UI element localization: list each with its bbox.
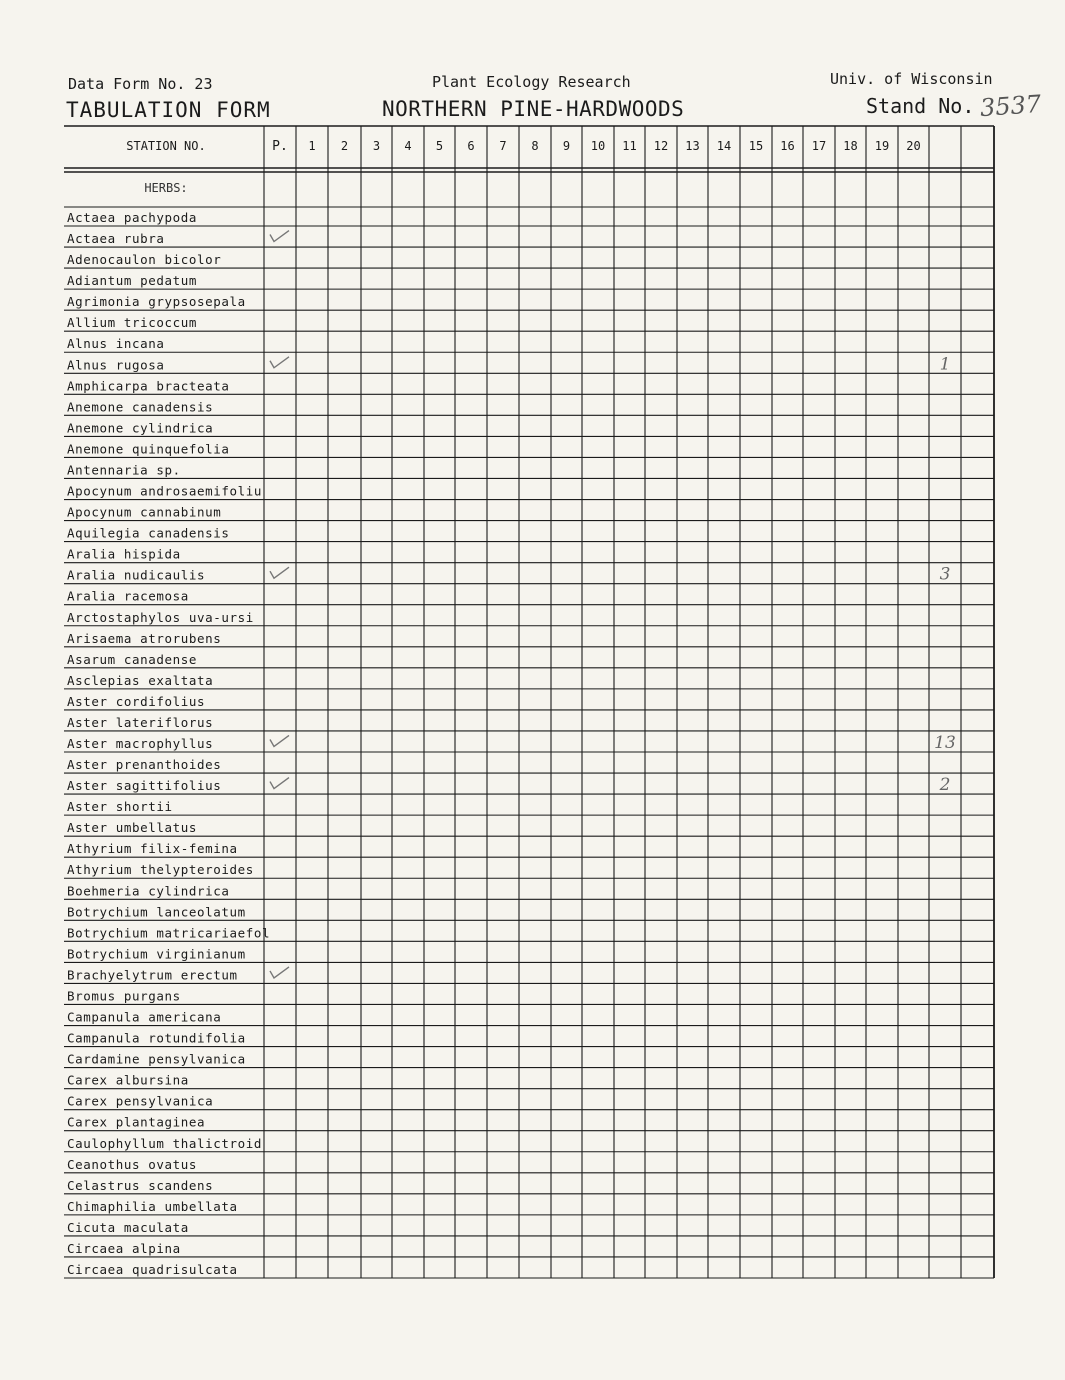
station-column-number: 8 bbox=[531, 139, 539, 153]
species-name: Anemone quinquefolia bbox=[67, 441, 230, 457]
species-name: Botrychium matricariaefol bbox=[67, 925, 271, 941]
station-column-number: 2 bbox=[340, 139, 349, 153]
species-name: Carex albursina bbox=[67, 1072, 189, 1088]
species-name: Aster macrophyllus bbox=[67, 736, 214, 751]
station-column-number: 1 bbox=[308, 139, 316, 153]
species-name: Celastrus scandens bbox=[67, 1177, 214, 1193]
species-name: Adiantum pedatum bbox=[67, 273, 198, 289]
species-name: Aster umbellatus bbox=[67, 820, 198, 836]
species-name: Aster cordifolius bbox=[67, 693, 206, 709]
species-name: Aralia nudicaulis bbox=[67, 567, 206, 583]
species-name: Antennaria sp. bbox=[67, 462, 181, 478]
forest-type: NORTHERN PINE-HARDWOODS bbox=[382, 97, 685, 121]
station-column-number: 18 bbox=[843, 139, 858, 153]
species-name: Campanula rotundifolia bbox=[67, 1030, 246, 1046]
stand-label: Stand No. bbox=[866, 94, 975, 118]
species-name: Allium tricoccum bbox=[67, 315, 198, 331]
species-name: Asarum canadense bbox=[67, 651, 198, 667]
species-name: Actaea pachypoda bbox=[67, 210, 198, 225]
station-column-number: 16 bbox=[780, 139, 795, 153]
station-number-header: STATION NO. bbox=[126, 139, 206, 153]
species-name: Cardamine pensylvanica bbox=[67, 1051, 246, 1067]
species-name: Circaea quadrisulcata bbox=[67, 1262, 238, 1277]
species-name: Agrimonia grypsosepala bbox=[67, 294, 246, 310]
station-column-number: 4 bbox=[404, 139, 412, 153]
species-name: Apocynum androsaemifoliu bbox=[67, 483, 263, 499]
station-column-number: 17 bbox=[811, 139, 827, 153]
species-name: Carex plantaginea bbox=[67, 1114, 206, 1130]
presence-check-mark bbox=[270, 967, 289, 978]
species-name: Arctostaphylos uva-ursi bbox=[67, 609, 254, 625]
species-name: Carex pensylvanica bbox=[67, 1093, 214, 1109]
presence-check-mark bbox=[270, 231, 289, 242]
station-column-number: 6 bbox=[467, 139, 475, 153]
station-column-number: 19 bbox=[874, 139, 890, 153]
species-name: Amphicarpa bracteata bbox=[67, 378, 230, 394]
species-name: Adenocaulon bicolor bbox=[67, 252, 222, 268]
species-name: Actaea rubra bbox=[67, 231, 165, 247]
species-name: Chimaphilia umbellata bbox=[67, 1198, 238, 1214]
species-name: Aralia hispida bbox=[67, 546, 181, 562]
university-name: Univ. of Wisconsin bbox=[830, 70, 993, 88]
species-name: Ceanothus ovatus bbox=[67, 1156, 198, 1172]
stand-number-handwritten: 3537 bbox=[979, 89, 1042, 123]
presence-check-mark bbox=[270, 735, 289, 746]
station-column-number: 10 bbox=[590, 139, 606, 153]
species-name: Aster prenanthoides bbox=[67, 757, 222, 773]
station-column-number: 7 bbox=[499, 139, 507, 153]
species-name: Alnus incana bbox=[67, 336, 165, 352]
station-column-number: 11 bbox=[622, 139, 637, 153]
species-name: Arisaema atrorubens bbox=[67, 630, 222, 646]
species-name: Brachyelytrum erectum bbox=[67, 967, 238, 983]
species-name: Botrychium virginianum bbox=[67, 946, 246, 962]
species-name: Aster lateriflorus bbox=[67, 714, 214, 730]
station-column-number: 12 bbox=[653, 139, 669, 153]
species-name: Aralia racemosa bbox=[67, 588, 189, 604]
presence-check-mark bbox=[270, 778, 289, 789]
species-name: Cicuta maculata bbox=[67, 1219, 189, 1235]
species-name: Campanula americana bbox=[67, 1009, 222, 1025]
species-name: Asclepias exaltata bbox=[67, 672, 214, 688]
species-name: Caulophyllum thalictroid bbox=[67, 1135, 263, 1151]
species-name: Aquilegia canadensis bbox=[67, 525, 230, 541]
presence-check-mark bbox=[270, 357, 289, 368]
section-label-herbs: HERBS: bbox=[144, 181, 188, 195]
species-name: Circaea alpina bbox=[67, 1240, 181, 1256]
handwritten-frequency-value: 1 bbox=[939, 354, 951, 375]
handwritten-frequency-value: 3 bbox=[939, 564, 951, 585]
species-name: Athyrium filix-femina bbox=[67, 841, 238, 857]
station-column-number: 13 bbox=[685, 139, 700, 153]
species-name: Bromus purgans bbox=[67, 988, 181, 1004]
form-number: Data Form No. 23 bbox=[68, 75, 213, 93]
presence-column-header: P. bbox=[272, 139, 288, 154]
species-name: Anemone cylindrica bbox=[67, 420, 214, 436]
station-column-number: 15 bbox=[748, 139, 764, 153]
station-column-number: 5 bbox=[435, 139, 444, 153]
form-title: TABULATION FORM bbox=[66, 98, 271, 122]
species-name: Anemone canadensis bbox=[67, 399, 214, 415]
presence-check-mark bbox=[270, 567, 289, 578]
research-heading: Plant Ecology Research bbox=[432, 73, 631, 91]
species-name: Boehmeria cylindrica bbox=[67, 883, 230, 899]
station-column-number: 3 bbox=[372, 139, 381, 153]
station-column-number: 14 bbox=[716, 139, 732, 153]
station-column-number: 9 bbox=[562, 139, 571, 153]
species-name: Apocynum cannabinum bbox=[67, 504, 222, 520]
handwritten-frequency-value: 2 bbox=[939, 775, 951, 796]
species-name: Aster sagittifolius bbox=[67, 778, 222, 794]
species-name: Botrychium lanceolatum bbox=[67, 904, 246, 920]
species-name: Athyrium thelypteroides bbox=[67, 862, 254, 878]
station-column-number: 20 bbox=[906, 139, 921, 153]
handwritten-frequency-value: 13 bbox=[934, 733, 956, 753]
species-name: Aster shortii bbox=[67, 799, 173, 815]
species-name: Alnus rugosa bbox=[67, 357, 165, 373]
